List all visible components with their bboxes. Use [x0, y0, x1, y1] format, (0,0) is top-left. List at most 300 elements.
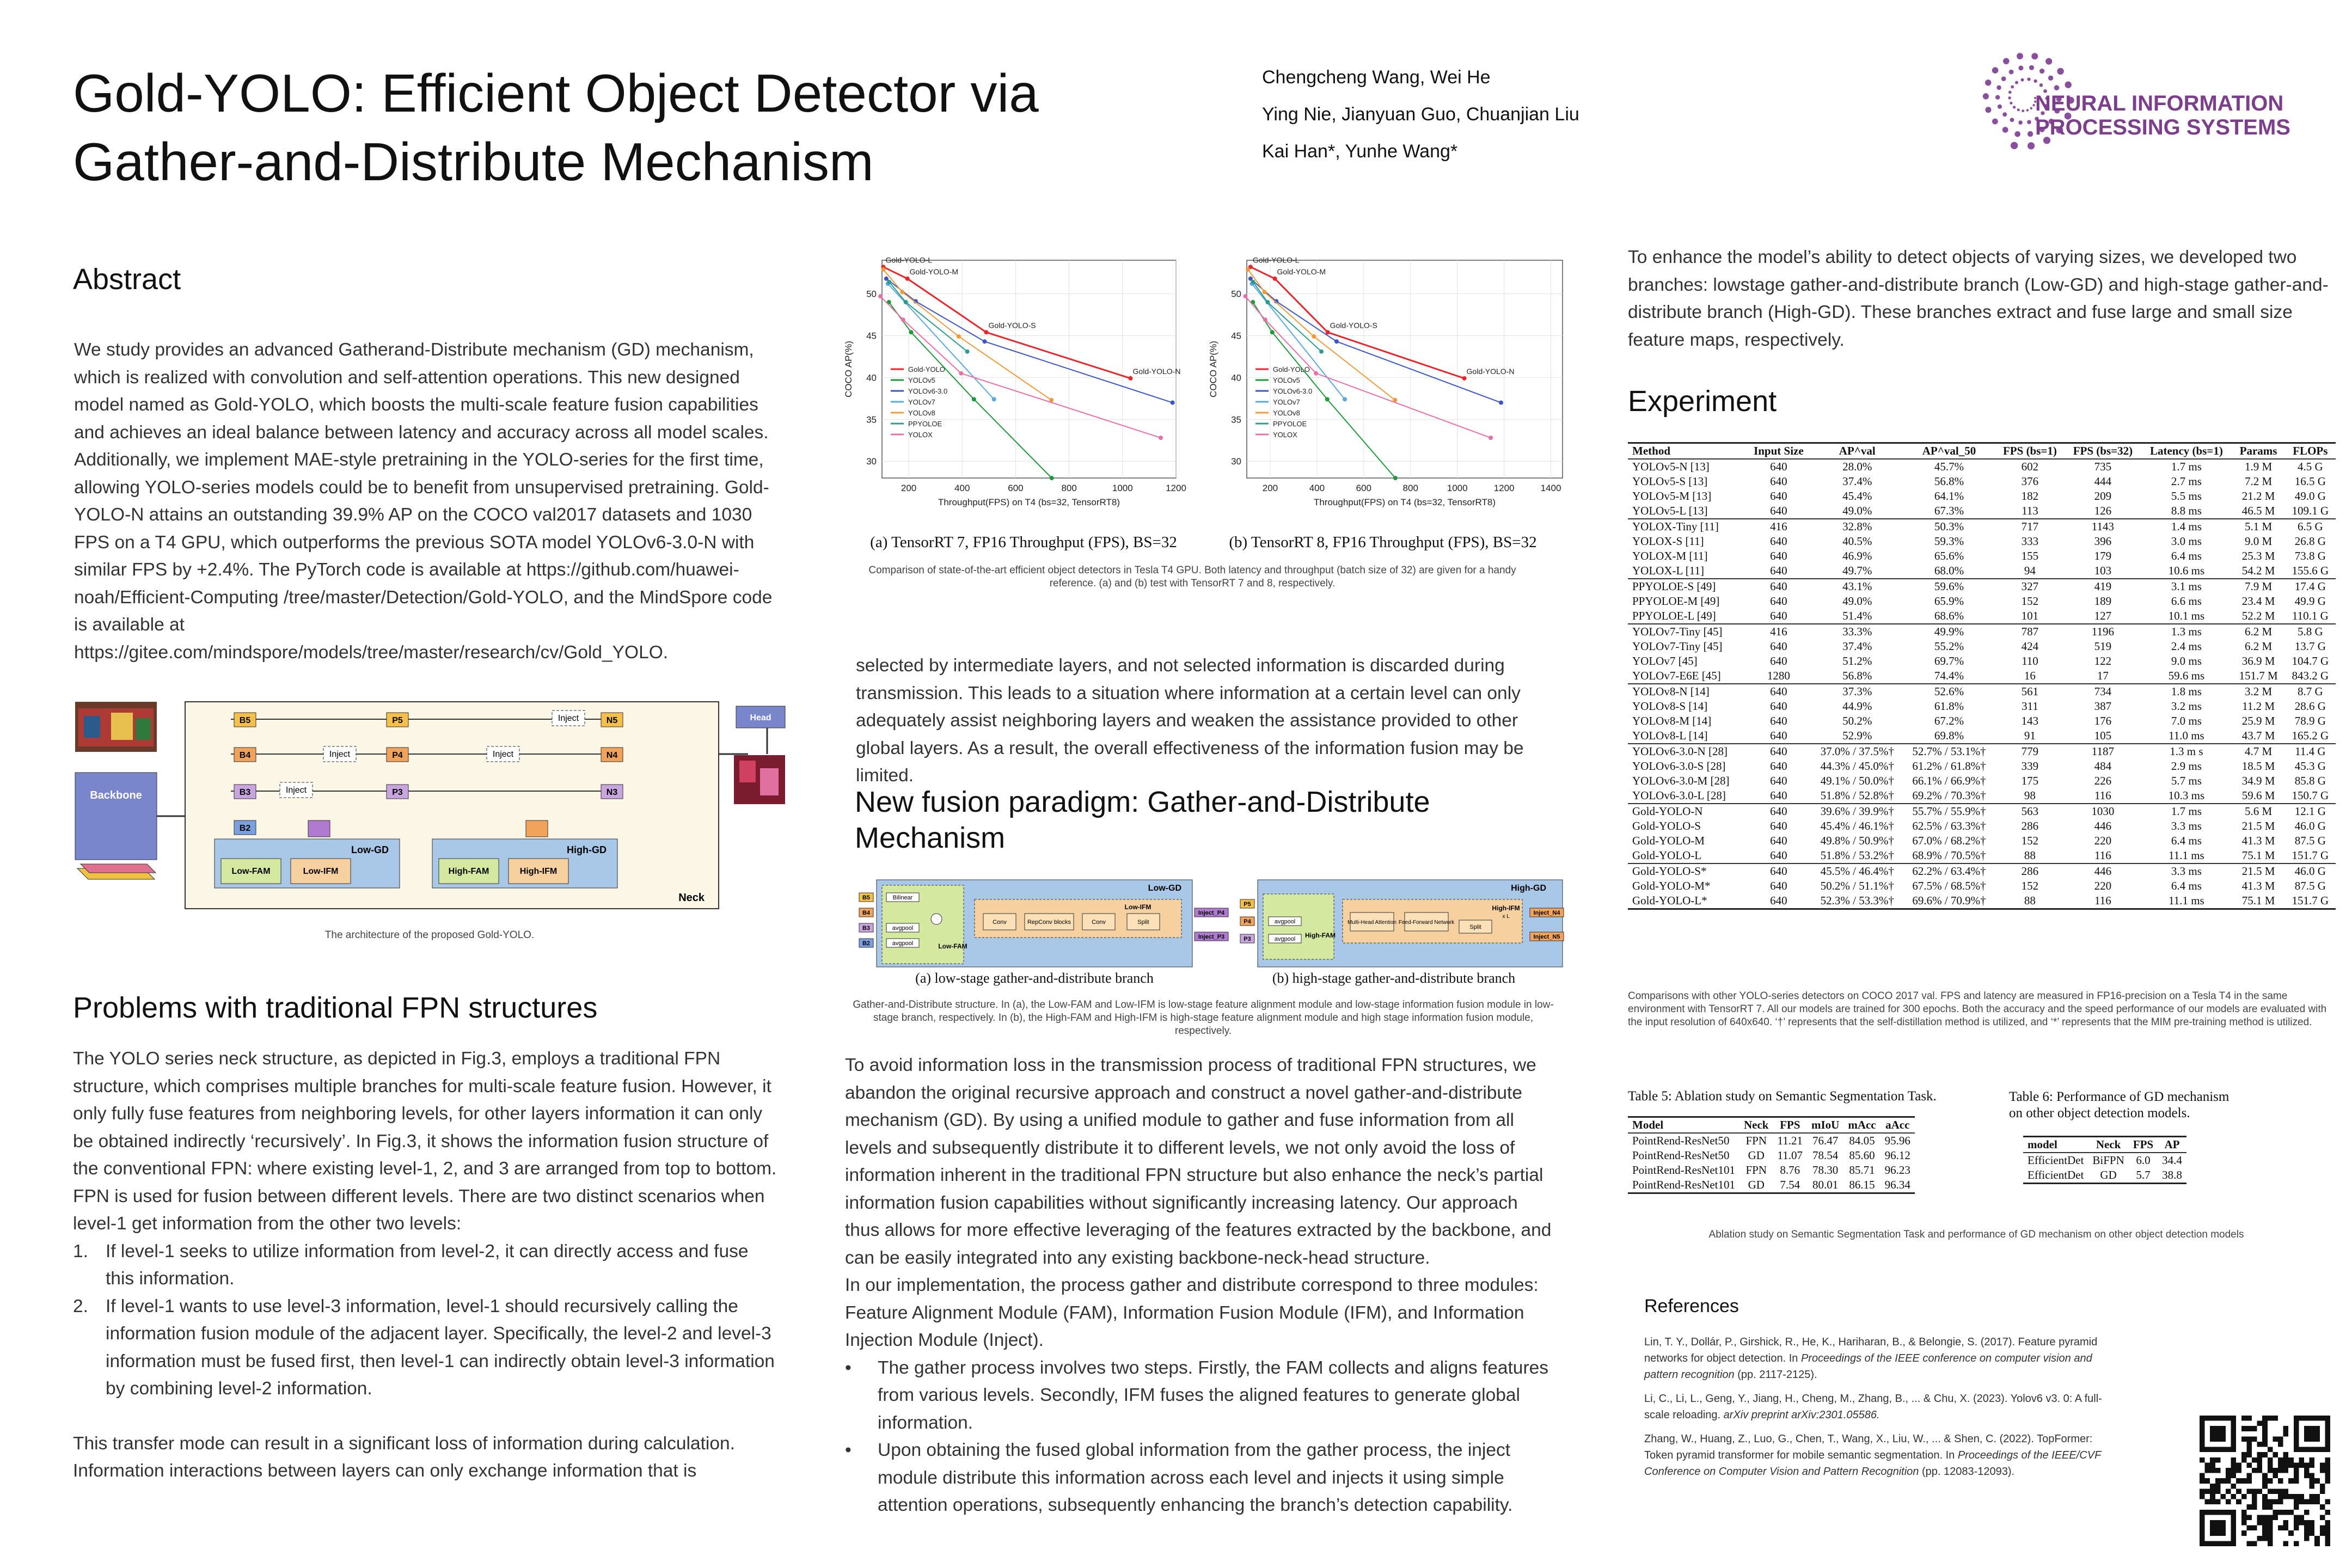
data-point: [1246, 267, 1250, 272]
col-header: model: [2028, 1138, 2057, 1151]
table-row: [1628, 788, 2336, 804]
qr-module: [2310, 1484, 2315, 1489]
table-cell: 85.71: [1849, 1163, 1875, 1177]
qr-module: [2257, 1421, 2263, 1426]
qr-module: [2205, 1462, 2210, 1468]
table-cell: 8.7 G: [2285, 684, 2336, 699]
qr-module: [2299, 1515, 2304, 1520]
table-cell: 182: [2021, 489, 2039, 503]
table-cell: 640: [1770, 549, 1787, 562]
qr-module: [2200, 1436, 2205, 1442]
table-cell: 10.3 ms: [2168, 789, 2205, 802]
qr-module: [2299, 1416, 2304, 1421]
data-label: Gold-YOLO-S: [1330, 321, 1377, 330]
table-cell: 150.7 G: [2292, 789, 2329, 802]
qr-module: [2200, 1478, 2205, 1484]
table-cell: 49.9%: [1903, 624, 1995, 639]
table-cell: 67.3%: [1934, 504, 1964, 517]
qr-module: [2299, 1447, 2304, 1453]
y-tick-label: 50: [866, 289, 877, 299]
qr-module: [2200, 1489, 2205, 1494]
table-row: [1628, 1163, 1915, 1178]
qr-module: [2273, 1499, 2278, 1505]
legend-label: YOLOX: [908, 431, 933, 439]
qr-module: [2304, 1520, 2310, 1526]
table-cell: 28.0%: [1842, 460, 1872, 473]
table-cell: 9.0 ms: [2171, 654, 2202, 667]
qr-module: [2220, 1447, 2226, 1453]
qr-module: [2231, 1473, 2237, 1479]
table-cell: YOLOv8-L [14]: [1632, 729, 1708, 742]
table-cell: 396: [2094, 535, 2112, 548]
table-cell: 61.2% / 61.8%†: [1912, 759, 1986, 773]
y-tick-label: 45: [866, 330, 877, 341]
table-cell: 84.05: [1849, 1134, 1875, 1147]
qr-module: [2325, 1426, 2330, 1431]
n3-label: N3: [606, 788, 618, 797]
table-cell: 5.7: [2136, 1168, 2151, 1181]
qr-module: [2210, 1462, 2215, 1468]
y-tick-label: 35: [866, 414, 877, 425]
high-gd-label: High-GD: [1511, 884, 1546, 893]
qr-module: [2310, 1431, 2315, 1437]
qr-module: [2310, 1494, 2315, 1499]
qr-module: [2278, 1489, 2283, 1494]
table-cell: 5.1 M: [2232, 519, 2284, 534]
table-cell: 65.9%: [1934, 595, 1964, 608]
table-cell: 640: [1770, 700, 1787, 713]
table-cell: 7.2 M: [2244, 475, 2273, 488]
qr-module: [2294, 1426, 2299, 1431]
table-cell: 376: [2021, 475, 2039, 488]
qr-module: [2310, 1416, 2315, 1421]
table-cell: 11.1 ms: [2169, 849, 2204, 862]
table-cell: 3.0 ms: [2171, 535, 2202, 548]
x-tick-label: 1200: [1166, 483, 1186, 493]
qr-module: [2314, 1436, 2320, 1442]
qr-module: [2310, 1447, 2315, 1453]
list-item: 2. If level-1 wants to use level-3 information, level-1 should recursively calling the information fusion module of the adjacent layer. Specifically, the level-2 and level-3 information must be fused first, then level-1 can indirectly obtain level-3 information by combining level-2 information.: [73, 1296, 775, 1399]
qr-module: [2220, 1541, 2226, 1546]
table-row: [1628, 1133, 1915, 1148]
data-point: [983, 339, 987, 344]
table-cell: 16.5 G: [2294, 475, 2326, 488]
table-row: [1628, 639, 2336, 654]
table-cell: 113: [2022, 504, 2038, 517]
qr-module: [2268, 1489, 2273, 1494]
table-cell: 7.0 ms: [2171, 714, 2202, 727]
qr-module: [2299, 1499, 2304, 1505]
qr-module: [2241, 1520, 2247, 1526]
qr-module: [2325, 1421, 2330, 1426]
table-cell: 51.2%: [1842, 654, 1872, 667]
mid-paragraph-1: selected by intermediate layers, and not selected information is discarded during transmission. This leads to a situation where information at a certain level can only adequately assist neighboring layers and weaken the assistance provided to other global layers. As a result, the overall effectiveness of the information fusion may be limited.: [856, 656, 1524, 786]
legend-label: PPYOLOE: [908, 420, 942, 428]
qr-module: [2325, 1416, 2330, 1421]
qr-module: [2215, 1484, 2221, 1489]
col-header: aAcc: [1885, 1118, 1910, 1131]
repeat-label: x L: [1502, 914, 1510, 920]
qr-module: [2283, 1526, 2289, 1531]
table-cell: 640: [1770, 849, 1787, 862]
qr-module: [2215, 1416, 2221, 1421]
table-cell: 640: [1770, 759, 1787, 773]
qr-module: [2220, 1520, 2226, 1526]
qr-module: [2278, 1468, 2283, 1473]
qr-module: [2278, 1462, 2283, 1468]
table-cell: 39.6% / 39.9%†: [1811, 804, 1903, 819]
qr-module: [2283, 1489, 2289, 1494]
conv-label: Conv: [993, 919, 1007, 926]
table-cell: 176: [2094, 714, 2112, 727]
table-cell: 126: [2094, 504, 2112, 517]
logo-dot: [2054, 85, 2060, 90]
qr-module: [2294, 1541, 2299, 1546]
table-row: [1628, 624, 2336, 639]
qr-module: [2262, 1416, 2268, 1421]
qr-module: [2278, 1478, 2283, 1484]
qr-module: [2299, 1457, 2304, 1463]
qr-module: [2246, 1442, 2252, 1447]
table-cell: 3.3 ms: [2141, 863, 2232, 879]
qr-module: [2257, 1515, 2263, 1520]
logo-dot: [2010, 118, 2014, 122]
logo-dot: [1992, 67, 1999, 74]
qr-module: [2210, 1489, 2215, 1494]
inject-n4-label: Inject_N4: [1533, 910, 1560, 916]
qr-module: [2215, 1520, 2221, 1526]
low-gd-label: Low-GD: [351, 844, 389, 855]
ffn-label: Feed-Forward Network: [1398, 920, 1455, 926]
table-row: [1628, 728, 2336, 744]
qr-module: [2205, 1499, 2210, 1505]
table-cell: 67.0% / 68.2%†: [1912, 834, 1986, 847]
legend-label: PPYOLOE: [1273, 420, 1307, 428]
qr-module: [2252, 1468, 2257, 1473]
qr-module: [2200, 1541, 2205, 1546]
fusion-heading-line-2: Mechanism: [855, 822, 1006, 854]
qr-module: [2210, 1520, 2215, 1526]
y-tick-label: 40: [866, 372, 877, 383]
qr-module: [2215, 1526, 2221, 1531]
table-cell: 640: [1770, 475, 1787, 488]
table-cell: 226: [2094, 774, 2112, 787]
qr-module: [2220, 1526, 2226, 1531]
table-cell: YOLOv6-3.0-S [28]: [1632, 759, 1726, 773]
qr-module: [2294, 1520, 2299, 1526]
table-cell: GD: [2100, 1168, 2117, 1181]
table-cell: 127: [2094, 609, 2112, 622]
qr-module: [2257, 1489, 2263, 1494]
data-point: [904, 300, 908, 304]
table-row: [1628, 594, 2336, 609]
legend-label: YOLOv6-3.0: [1273, 387, 1313, 395]
qr-module: [2294, 1436, 2299, 1442]
table-cell: Gold-YOLO-N: [1628, 804, 1746, 819]
x-tick-label: 1400: [1540, 483, 1561, 493]
qr-module: [2278, 1499, 2283, 1505]
qr-module: [2262, 1484, 2268, 1489]
table-cell: 46.0 G: [2285, 863, 2336, 879]
data-point: [1251, 280, 1255, 284]
qr-module: [2294, 1499, 2299, 1505]
qr-module: [2294, 1442, 2299, 1447]
qr-module: [2252, 1541, 2257, 1546]
table-cell: 640: [1770, 879, 1787, 892]
data-point: [1314, 371, 1318, 376]
table-cell: 45.7%: [1934, 460, 1964, 473]
qr-module: [2246, 1473, 2252, 1479]
b4-label: B4: [239, 751, 251, 760]
qr-module: [2325, 1462, 2330, 1468]
table-cell: 640: [1770, 595, 1787, 608]
table-cell: 640: [1770, 460, 1787, 473]
col-header: Method: [1632, 444, 1670, 457]
table-cell: 46.5 M: [2241, 504, 2275, 517]
qr-module: [2231, 1436, 2237, 1442]
qr-module: [2210, 1510, 2215, 1515]
qr-module: [2288, 1457, 2294, 1463]
qr-module: [2314, 1541, 2320, 1546]
head-label: Head: [750, 713, 771, 722]
table-cell: 10.1 ms: [2168, 609, 2205, 622]
table-cell: YOLOv6-3.0-L [28]: [1632, 789, 1726, 802]
table-cell: 640: [1770, 774, 1787, 787]
logo-dot: [2009, 70, 2014, 75]
p4-label: P4: [1244, 918, 1251, 925]
table-cell: 734: [2065, 684, 2141, 699]
qr-module: [2283, 1541, 2289, 1546]
table-cell: 104.7 G: [2292, 654, 2329, 667]
table-cell: 2.4 ms: [2171, 640, 2202, 653]
qr-module: [2236, 1499, 2241, 1505]
qr-module: [2210, 1526, 2215, 1531]
qr-module: [2246, 1447, 2252, 1453]
table-cell: 33.3%: [1811, 624, 1903, 639]
table-row: [1628, 474, 2336, 489]
table-cell: 1187: [2065, 744, 2141, 759]
table-cell: 11.1 ms: [2169, 894, 2204, 907]
author-line: Kai Han*, Yunhe Wang*: [1262, 141, 1458, 162]
qr-module: [2257, 1457, 2263, 1463]
table-cell: 640: [1770, 609, 1787, 622]
qr-module: [2294, 1431, 2299, 1437]
table-cell: 44.9%: [1842, 700, 1872, 713]
high-gd-label: High-GD: [567, 844, 607, 855]
table-cell: 56.8%: [1842, 669, 1872, 682]
qr-module: [2310, 1426, 2315, 1431]
table-cell: 17: [2097, 669, 2109, 682]
qr-module: [2246, 1416, 2252, 1421]
qr-module: [2215, 1436, 2221, 1442]
qr-module: [2205, 1489, 2210, 1494]
y-tick-label: 50: [1231, 289, 1241, 299]
col-header: FPS (bs=1): [2002, 444, 2057, 457]
data-point: [1243, 294, 1247, 298]
avgpool-label: avgpool: [1274, 936, 1296, 942]
qr-module: [2294, 1526, 2299, 1531]
qr-module: [2283, 1452, 2289, 1457]
p5-label: P5: [392, 716, 403, 725]
qr-module: [2268, 1468, 2273, 1473]
qr-module: [2210, 1431, 2215, 1437]
col-header: FPS: [1780, 1118, 1800, 1131]
table-cell: 46.0 G: [2294, 819, 2326, 832]
table-row: [1628, 699, 2336, 714]
table-cell: 5.7 ms: [2171, 774, 2202, 787]
data-point: [1159, 436, 1163, 440]
data-point: [1129, 376, 1133, 381]
qr-module: [2325, 1442, 2330, 1447]
table-cell: 62.2% / 63.4%†: [1903, 863, 1995, 879]
table-cell: 640: [1746, 863, 1811, 879]
results-table: [1628, 442, 2336, 910]
qr-module: [2314, 1426, 2320, 1431]
qr-module: [2314, 1431, 2320, 1437]
logo-dot: [2029, 65, 2034, 70]
table-cell: 122: [2094, 654, 2112, 667]
qr-module: [2262, 1452, 2268, 1457]
table-cell: 96.23: [1884, 1163, 1910, 1177]
table-cell: Gold-YOLO-L*: [1632, 894, 1707, 907]
x-tick-label: 800: [1402, 483, 1418, 493]
data-point: [900, 290, 904, 294]
table-cell: 7.9 M: [2232, 579, 2284, 594]
table-cell: 85.60: [1849, 1149, 1875, 1162]
qr-module: [2273, 1489, 2278, 1494]
qr-module: [2210, 1447, 2215, 1453]
y-axis-label: COCO AP(%): [843, 341, 854, 397]
table-cell: 787: [1995, 624, 2065, 639]
qr-module: [2200, 1536, 2205, 1541]
qr-module: [2320, 1530, 2325, 1536]
qr-code-icon[interactable]: [2200, 1416, 2330, 1546]
table-cell: YOLOv7-E6E [45]: [1632, 669, 1721, 682]
n5-label: N5: [606, 716, 618, 725]
table-cell: 95.96: [1884, 1134, 1910, 1147]
col-header: mIoU: [1811, 1118, 1840, 1131]
architecture-caption: The architecture of the proposed Gold-YOLO.: [324, 929, 535, 941]
b5-label: B5: [862, 895, 871, 901]
table-cell: 101: [2021, 609, 2039, 622]
col-header: Neck: [1744, 1118, 1769, 1131]
problems-paragraph: This transfer mode can result in a significant loss of information during calculation. Information interactions between layers can only exchange information that is: [73, 1433, 735, 1481]
table-cell: 68.9% / 70.5%†: [1912, 849, 1986, 862]
table-cell: 11.21: [1777, 1134, 1803, 1147]
table-cell: 73.8 G: [2294, 549, 2326, 562]
qr-module: [2304, 1462, 2310, 1468]
table-cell: YOLOv7 [45]: [1632, 654, 1698, 667]
references-heading: References: [1644, 1296, 1739, 1316]
reference-item: Li, C., Li, L., Geng, Y., Jiang, H., Cheng, M., Zhang, B., ... & Chu, X. (2023). Yolov6 v3. 0: A full-scale reloading. arXiv preprint arXiv:2301.05586.: [1644, 1393, 2102, 1421]
qr-module: [2236, 1462, 2241, 1468]
qr-module: [2231, 1520, 2237, 1526]
y-tick-label: 40: [1231, 372, 1241, 383]
table-cell: 32.8%: [1811, 519, 1903, 534]
table-cell: 16: [2024, 669, 2036, 682]
data-point: [905, 277, 910, 281]
qr-module: [2304, 1499, 2310, 1505]
results-caption: Comparisons with other YOLO-series detectors on COCO 2017 val. FPS and latency are measured in FP16-precision on a Tesla T4 in the same environment with TensorRT 7. All our models are trained for 300 epochs. Both the accuracy and the speed performance of our models are evaluated with the input resolution of 640x640. ‘†’ represents that the self-distillation method is utilized, and ‘*’ represents that the MIM pre-training method is utilized.: [1628, 990, 2327, 1028]
qr-module: [2231, 1457, 2237, 1463]
mha-label: Multi-Head Attention: [1347, 920, 1397, 926]
table-cell: PPYOLOE-S [49]: [1628, 579, 1746, 594]
table-cell: 116: [2094, 894, 2111, 907]
table-cell: 51.4%: [1842, 609, 1872, 622]
table-cell: 50.2%: [1842, 714, 1872, 727]
qr-module: [2314, 1499, 2320, 1505]
table-cell: 68.6%: [1934, 609, 1964, 622]
table-cell: 155: [2021, 549, 2039, 562]
table-cell: 49.1% / 50.0%†: [1820, 774, 1894, 787]
qr-module: [2310, 1478, 2315, 1484]
data-point: [984, 330, 988, 334]
qr-module: [2257, 1462, 2263, 1468]
qr-module: [2200, 1426, 2205, 1431]
logo-dot: [2008, 96, 2011, 99]
x-tick-label: 200: [901, 483, 917, 493]
logo-dot: [2057, 68, 2063, 75]
gd-table: [2023, 1136, 2186, 1184]
qr-module: [2241, 1452, 2247, 1457]
table-cell: 105: [2094, 729, 2112, 742]
logo-dot: [2014, 131, 2020, 137]
data-label: Gold-YOLO-S: [988, 321, 1036, 330]
table-cell: 151.7 G: [2292, 894, 2329, 907]
table-cell: 45.4% / 46.1%†: [1820, 819, 1894, 832]
logo-dot: [2018, 120, 2023, 125]
qr-module: [2246, 1462, 2252, 1468]
col-header: Model: [1632, 1118, 1664, 1131]
qr-module: [2241, 1515, 2247, 1520]
table5-caption: Table 5: Ablation study on Semantic Segmentation Task.: [1628, 1089, 1937, 1104]
architecture-figure: [73, 700, 786, 923]
legend-label: YOLOv6-3.0: [908, 387, 948, 395]
data-point: [1270, 330, 1275, 334]
qr-module: [2231, 1510, 2237, 1515]
qr-module: [2231, 1530, 2237, 1536]
data-point: [957, 334, 961, 339]
table-row: [1628, 863, 2336, 879]
qr-module: [2241, 1510, 2247, 1515]
table-cell: 49.7%: [1842, 564, 1872, 577]
logo-dot: [1998, 105, 2002, 109]
qr-module: [2314, 1536, 2320, 1541]
qr-module: [2215, 1510, 2221, 1515]
table-cell: 96.34: [1884, 1178, 1910, 1191]
qr-module: [2283, 1431, 2289, 1437]
qr-module: [2241, 1494, 2247, 1499]
qr-module: [2268, 1478, 2273, 1484]
qr-module: [2283, 1462, 2289, 1468]
table-cell: 18.5 M: [2241, 759, 2275, 773]
table-cell: 59.6 M: [2241, 789, 2275, 802]
qr-module: [2205, 1416, 2210, 1421]
table-cell: 110: [2022, 654, 2038, 667]
table-row: [2023, 1153, 2186, 1168]
qr-module: [2304, 1447, 2310, 1453]
qr-module: [2304, 1426, 2310, 1431]
table-cell: Gold-YOLO-M*: [1632, 879, 1711, 892]
qr-module: [2205, 1510, 2210, 1515]
qr-module: [2268, 1447, 2273, 1453]
table-cell: 46.9%: [1842, 549, 1872, 562]
qr-module: [2304, 1468, 2310, 1473]
table-row: [1628, 714, 2336, 728]
title-line-1: Gold-YOLO: Efficient Object Detector via: [73, 63, 1039, 123]
qr-module: [2325, 1520, 2330, 1526]
qr-module: [2268, 1536, 2273, 1541]
